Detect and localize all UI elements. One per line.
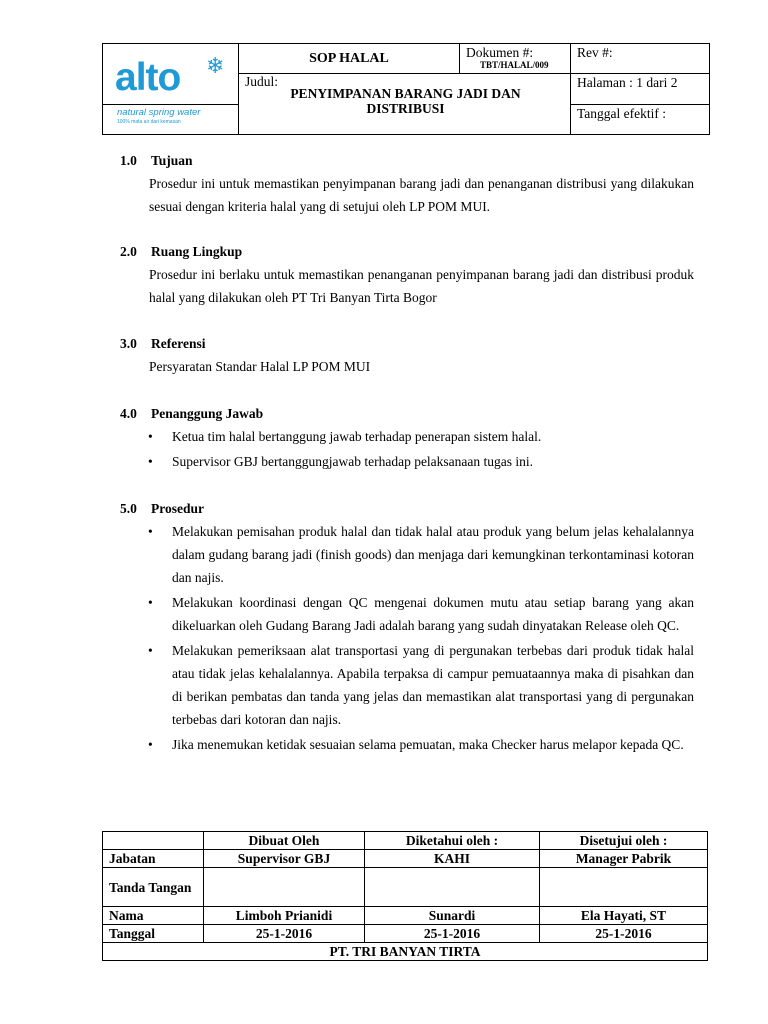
logo-subline: 100% mata air dari kemasan	[117, 119, 181, 125]
dokumen-value: TBT/HALAL/009	[480, 60, 549, 70]
section-heading	[120, 240, 694, 263]
section-title: Referensi	[151, 336, 206, 351]
section-text: Prosedur ini untuk memastikan penyimpanan barang jadi dan penanganan distribusi yang dilakukan sesuai dengan kriteria halal yang di setujui oleh LP POM MUI.	[149, 176, 694, 214]
table-cell: Manager Pabrik	[540, 850, 708, 868]
table-cell: Sunardi	[365, 907, 540, 925]
halaman-label: Halaman : 1 dari 2	[571, 74, 710, 104]
snowflake-icon: ❄	[206, 53, 225, 78]
section-referensi	[120, 332, 694, 378]
alto-logo: alto	[115, 56, 181, 99]
list-item: • Supervisor GBJ bertanggungjawab terhadap pelaksanaan tugas ini.	[172, 450, 694, 473]
col-header: Disetujui oleh :	[540, 832, 708, 850]
section-penanggung-jawab	[120, 402, 694, 473]
list-item: • Melakukan pemisahan produk halal dan tidak halal atau produk yang belum jelas kehalalannya dalam gudang barang jadi (finish goods) dan menjaga dari kemungkinan terkontaminasi kotoran dan najis.	[172, 520, 694, 589]
section-heading	[120, 402, 694, 425]
section-heading	[120, 332, 694, 355]
table-row	[103, 850, 708, 868]
section-title: Tujuan	[151, 153, 193, 168]
row-label: Tanggal	[103, 925, 204, 943]
section-number: 1.0	[120, 153, 137, 168]
col-header: Diketahui oleh :	[365, 832, 540, 850]
section-text: Persyaratan Standar Halal LP POM MUI	[149, 359, 371, 374]
table-corner	[103, 832, 204, 850]
logo-cell	[103, 44, 239, 125]
table-cell: Ela Hayati, ST	[540, 907, 708, 925]
table-cell: KAHI	[365, 850, 540, 868]
section-heading	[120, 149, 694, 172]
table-cell: Limboh Prianidi	[204, 907, 365, 925]
section-number: 3.0	[120, 336, 137, 351]
section-ruang-lingkup	[120, 240, 694, 309]
company-row	[103, 943, 708, 961]
section-text: Prosedur ini berlaku untuk memastikan penanganan penyimpanan barang jadi dan distribusi produk halal yang dilakukan oleh PT Tri Banyan Tirta Bogor	[149, 267, 694, 305]
tanggal-efektif-label: Tanggal efektif :	[571, 104, 710, 134]
table-cell: Supervisor GBJ	[204, 850, 365, 868]
list-item: • Melakukan koordinasi dengan QC mengenai dokumen mutu atau setiap barang yang akan dikeluarkan oleh Gudang Barang Jadi adalah barang yang sudah dinyatakan Release oleh QC.	[172, 591, 694, 637]
table-cell: 25-1-2016	[365, 925, 540, 943]
signature-cell	[540, 868, 708, 907]
dokumen-label: Dokumen #:	[466, 45, 534, 60]
col-header: Dibuat Oleh	[204, 832, 365, 850]
bullet-list	[120, 520, 694, 756]
table-cell: 25-1-2016	[540, 925, 708, 943]
section-tujuan	[120, 149, 694, 218]
logo-tagline: natural spring water	[117, 107, 201, 118]
section-heading	[120, 497, 694, 520]
list-item: • Melakukan pemeriksaan alat transportasi yang di pergunakan terbebas dari produk tidak halal atau tidak jelas kehalalannya. Apabila terpaksa di campur pemuataannya maka di pisahkan dan di berikan pembatas dan tanda yang jelas dan memastikan alat transportasi yang di pergunakan terbebas dari kotoran dan najis.	[172, 639, 694, 731]
company-name: PT. TRI BANYAN TIRTA	[103, 943, 708, 961]
table-header-row	[103, 832, 708, 850]
row-label: Jabatan	[103, 850, 204, 868]
approval-table	[102, 831, 708, 961]
table-cell: 25-1-2016	[204, 925, 365, 943]
judul-value: PENYIMPANAN BARANG JADI DAN DISTRIBUSI	[290, 86, 521, 117]
list-item: • Jika menemukan ketidak sesuaian selama pemuatan, maka Checker harus melapor kepada QC.	[172, 733, 694, 756]
dokumen-cell	[460, 44, 571, 74]
section-number: 2.0	[120, 244, 137, 259]
section-number: 5.0	[120, 501, 137, 516]
signature-cell	[365, 868, 540, 907]
sop-title: SOP HALAL	[239, 44, 460, 74]
rev-label: Rev #:	[571, 44, 710, 74]
list-item: • Ketua tim halal bertanggung jawab terhadap penerapan sistem halal.	[172, 425, 694, 448]
row-label: Nama	[103, 907, 204, 925]
bullet-list	[120, 425, 694, 473]
table-row	[103, 925, 708, 943]
table-row	[103, 868, 708, 907]
section-title: Penanggung Jawab	[151, 406, 264, 421]
row-label: Tanda Tangan	[103, 868, 204, 907]
section-prosedur	[120, 497, 694, 756]
signature-cell	[204, 868, 365, 907]
document-header	[102, 43, 710, 135]
judul-label: Judul:	[245, 74, 279, 90]
section-title: Prosedur	[151, 501, 204, 516]
section-title: Ruang Lingkup	[151, 244, 243, 259]
table-row	[103, 907, 708, 925]
judul-cell	[239, 74, 571, 135]
section-number: 4.0	[120, 406, 137, 421]
